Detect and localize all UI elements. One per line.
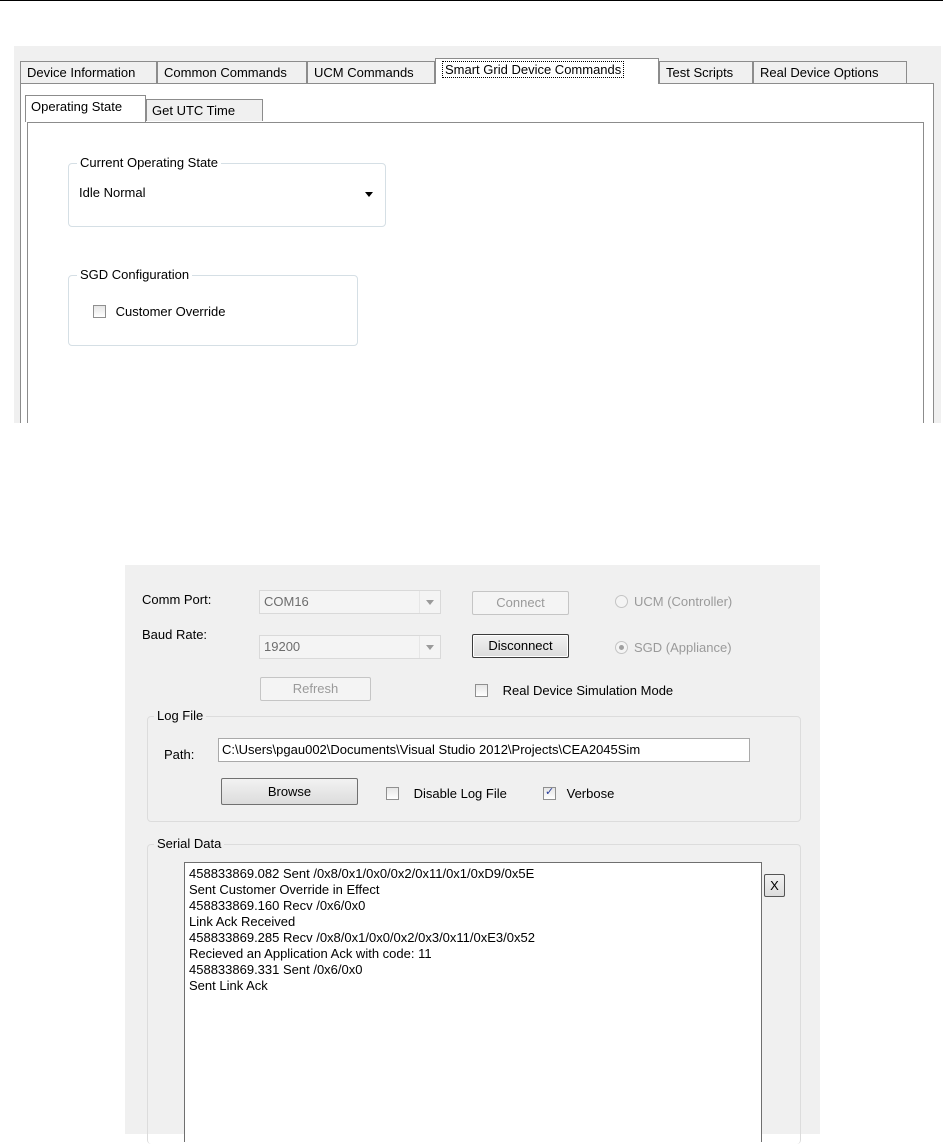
customer-override-label: Customer Override bbox=[115, 304, 226, 320]
tab-ucm-commands[interactable] bbox=[307, 61, 435, 83]
customer-override-option[interactable] bbox=[93, 303, 225, 319]
top-border-line bbox=[0, 0, 943, 1]
path-label: Path: bbox=[164, 747, 195, 762]
button-label: Connect bbox=[496, 595, 545, 610]
customer-override-checkbox[interactable] bbox=[93, 305, 106, 318]
simulation-mode-checkbox[interactable] bbox=[475, 684, 488, 697]
sgd-radio[interactable] bbox=[615, 641, 628, 654]
group-label: Current Operating State bbox=[77, 155, 221, 171]
log-file-group bbox=[147, 708, 801, 822]
verbose-label: Verbose bbox=[566, 786, 615, 802]
sgd-configuration-group bbox=[68, 267, 358, 346]
serial-data-group bbox=[147, 836, 801, 1144]
chevron-down-icon bbox=[419, 591, 440, 613]
subtab-operating-state[interactable] bbox=[25, 95, 146, 122]
device-commands-window bbox=[14, 46, 941, 423]
disconnect-button[interactable] bbox=[472, 634, 569, 658]
operating-state-dropdown[interactable] bbox=[75, 183, 379, 205]
sgd-appliance-option[interactable] bbox=[615, 639, 732, 655]
verbose-checkbox[interactable] bbox=[543, 787, 556, 800]
group-label: Log File bbox=[154, 708, 206, 724]
tab-real-device-options[interactable] bbox=[753, 61, 907, 83]
comm-settings-window bbox=[125, 565, 820, 1134]
serial-log-line: Recieved an Application Ack with code: 11 bbox=[189, 946, 432, 961]
dropdown-value: Idle Normal bbox=[79, 185, 146, 200]
log-path-input[interactable] bbox=[218, 738, 750, 762]
baud-rate-dropdown[interactable] bbox=[259, 635, 441, 659]
tab-label: Device Information bbox=[27, 65, 136, 80]
tab-label: Test Scripts bbox=[666, 65, 734, 80]
serial-log-line: 458833869.331 Sent /0x6/0x0 bbox=[189, 962, 363, 977]
disable-log-file-label: Disable Log File bbox=[413, 786, 507, 802]
serial-log-line: 458833869.160 Recv /0x6/0x0 bbox=[189, 898, 366, 913]
chevron-down-icon bbox=[419, 636, 440, 658]
button-label: Disconnect bbox=[488, 638, 553, 653]
browse-button[interactable] bbox=[221, 778, 358, 805]
clear-serial-button[interactable] bbox=[764, 874, 785, 897]
tab-label: Real Device Options bbox=[760, 65, 879, 80]
group-label: Serial Data bbox=[154, 836, 224, 852]
simulation-mode-label: Real Device Simulation Mode bbox=[502, 683, 674, 699]
button-label: X bbox=[770, 878, 779, 893]
serial-log-line: Sent Customer Override in Effect bbox=[189, 882, 380, 897]
tab-label: UCM Commands bbox=[314, 65, 414, 80]
refresh-button[interactable] bbox=[260, 677, 371, 701]
verbose-option[interactable] bbox=[543, 785, 614, 801]
dropdown-value: 19200 bbox=[264, 639, 301, 654]
baud-rate-label: Baud Rate: bbox=[142, 627, 208, 642]
operating-state-panel bbox=[27, 122, 924, 423]
ucm-controller-option[interactable] bbox=[615, 593, 732, 609]
tab-test-scripts[interactable] bbox=[659, 61, 753, 83]
dropdown-value: COM16 bbox=[264, 594, 309, 609]
comm-port-label: Comm Port: bbox=[142, 592, 212, 607]
ucm-label: UCM (Controller) bbox=[634, 594, 733, 610]
tab-label: Common Commands bbox=[164, 65, 287, 80]
subtab-label: Get UTC Time bbox=[152, 103, 236, 118]
serial-data-log[interactable] bbox=[184, 862, 762, 1142]
subtab-get-utc-time[interactable] bbox=[146, 99, 263, 121]
button-label: Browse bbox=[267, 784, 312, 799]
simulation-mode-option[interactable] bbox=[475, 682, 673, 698]
serial-log-line: Sent Link Ack bbox=[189, 978, 268, 993]
group-label: SGD Configuration bbox=[77, 267, 192, 283]
serial-log-line: 458833869.082 Sent /0x8/0x1/0x0/0x2/0x11/0x1/0xD9/0x5E bbox=[189, 866, 535, 881]
ucm-radio[interactable] bbox=[615, 595, 628, 608]
disable-log-file-checkbox[interactable] bbox=[386, 787, 399, 800]
path-value: C:\Users\pgau002\Documents\Visual Studio 2012\Projects\CEA2045Sim bbox=[222, 742, 641, 757]
serial-log-line: Link Ack Received bbox=[189, 914, 296, 929]
current-operating-state-group bbox=[68, 155, 386, 227]
subtab-label: Operating State bbox=[31, 99, 123, 114]
comm-port-dropdown[interactable] bbox=[259, 590, 441, 614]
tab-common-commands[interactable] bbox=[157, 61, 307, 83]
serial-log-line: 458833869.285 Recv /0x8/0x1/0x0/0x2/0x3/0x11/0xE3/0x52 bbox=[189, 930, 535, 945]
tab-label: Smart Grid Device Commands bbox=[442, 61, 624, 78]
disable-log-file-option[interactable] bbox=[386, 785, 507, 801]
tab-smart-grid-device-commands[interactable] bbox=[435, 58, 659, 84]
connect-button[interactable] bbox=[472, 591, 569, 615]
sgd-label: SGD (Appliance) bbox=[634, 640, 732, 656]
tab-device-information[interactable] bbox=[20, 61, 157, 83]
chevron-down-icon bbox=[365, 192, 373, 197]
button-label: Refresh bbox=[292, 681, 339, 696]
